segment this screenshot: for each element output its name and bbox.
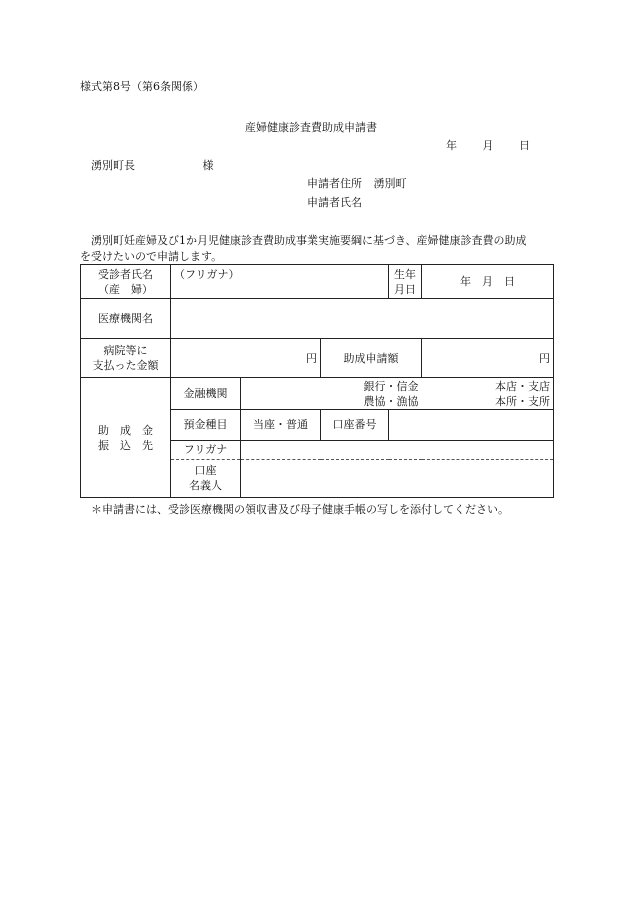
account-holder-label-2: 名義人 bbox=[189, 479, 222, 493]
account-number-label: 口座番号 bbox=[321, 409, 389, 440]
paid-amount-field[interactable] bbox=[171, 339, 321, 378]
document-title: 産婦健康診査費助成申請書 bbox=[245, 121, 377, 134]
patient-name-field[interactable] bbox=[171, 265, 389, 299]
medical-institution-label: 医療機関名 bbox=[81, 299, 171, 339]
addressee-name: 湧別町長 bbox=[91, 159, 135, 172]
medical-institution-field[interactable] bbox=[171, 299, 554, 339]
applicant-address bbox=[307, 175, 407, 191]
paid-amount-label-2: 支払った金額 bbox=[92, 359, 159, 373]
date-month: 月 bbox=[482, 139, 494, 152]
deposit-type-label: 預金種目 bbox=[171, 409, 241, 440]
patient-name-label bbox=[81, 265, 171, 299]
date-day: 日 bbox=[519, 139, 530, 152]
transfer-label-2: 振 込 先 bbox=[98, 438, 153, 452]
birthdate-label: 生年月日 bbox=[389, 265, 422, 299]
applicant-address-label: 申請者住所 bbox=[307, 177, 362, 190]
account-holder-furigana-field[interactable] bbox=[241, 440, 554, 459]
branch-types-2: 本所・支所 bbox=[495, 394, 551, 408]
body-text-line1: 湧別町妊産婦及び1か月児健康診査費助成事業実施要綱に基づき、産婦健康診査費の助成 bbox=[91, 234, 527, 247]
applicant-address-value: 湧別町 bbox=[373, 177, 407, 190]
financial-institution-label: 金融機関 bbox=[171, 378, 241, 409]
birthdate-field[interactable] bbox=[422, 265, 554, 299]
attachment-note: ＊申請書には、受診医療機関の領収書及び母子健康手帳の写しを添付してください。 bbox=[91, 503, 509, 516]
account-holder-label bbox=[171, 459, 241, 497]
transfer-destination-label bbox=[81, 378, 171, 498]
furigana-label: フリガナ bbox=[171, 440, 241, 459]
birthdate-value: 年 月 日 bbox=[460, 275, 516, 289]
addressee bbox=[91, 157, 214, 173]
date-line bbox=[446, 137, 530, 153]
account-holder-field[interactable] bbox=[241, 459, 554, 497]
paid-amount-label bbox=[81, 339, 171, 378]
yen-unit-2: 円 bbox=[539, 351, 551, 365]
branch-types-1: 本店・支店 bbox=[495, 379, 551, 393]
bank-types-1: 銀行・信金 bbox=[363, 379, 419, 393]
subsidy-amount-label: 助成申請額 bbox=[321, 339, 422, 378]
account-holder-label-1: 口座 bbox=[194, 464, 217, 478]
date-year: 年 bbox=[446, 139, 457, 152]
paid-amount-label-1: 病院等に bbox=[103, 344, 148, 358]
patient-name-label-1: 受診者氏名 bbox=[98, 267, 153, 281]
bank-name-field[interactable] bbox=[241, 378, 422, 409]
branch-name-field[interactable] bbox=[422, 378, 554, 409]
yen-unit-1: 円 bbox=[306, 351, 317, 365]
furigana-hint: （フリガナ） bbox=[174, 268, 240, 281]
form-number: 様式第8号（第6条関係） bbox=[80, 80, 204, 93]
applicant-name-label: 申請者氏名 bbox=[307, 196, 362, 209]
bank-types-2: 農協・漁協 bbox=[363, 394, 419, 408]
application-form-table bbox=[80, 264, 554, 498]
patient-name-label-2: （産 婦） bbox=[98, 282, 153, 296]
addressee-honorific: 様 bbox=[202, 159, 214, 172]
body-text-line2: を受けたいので申請します。 bbox=[80, 250, 223, 263]
account-number-field[interactable] bbox=[389, 409, 554, 440]
subsidy-amount-field[interactable] bbox=[422, 339, 554, 378]
transfer-label-1: 助 成 金 bbox=[98, 423, 153, 437]
deposit-type-value[interactable]: 当座・普通 bbox=[241, 409, 321, 440]
